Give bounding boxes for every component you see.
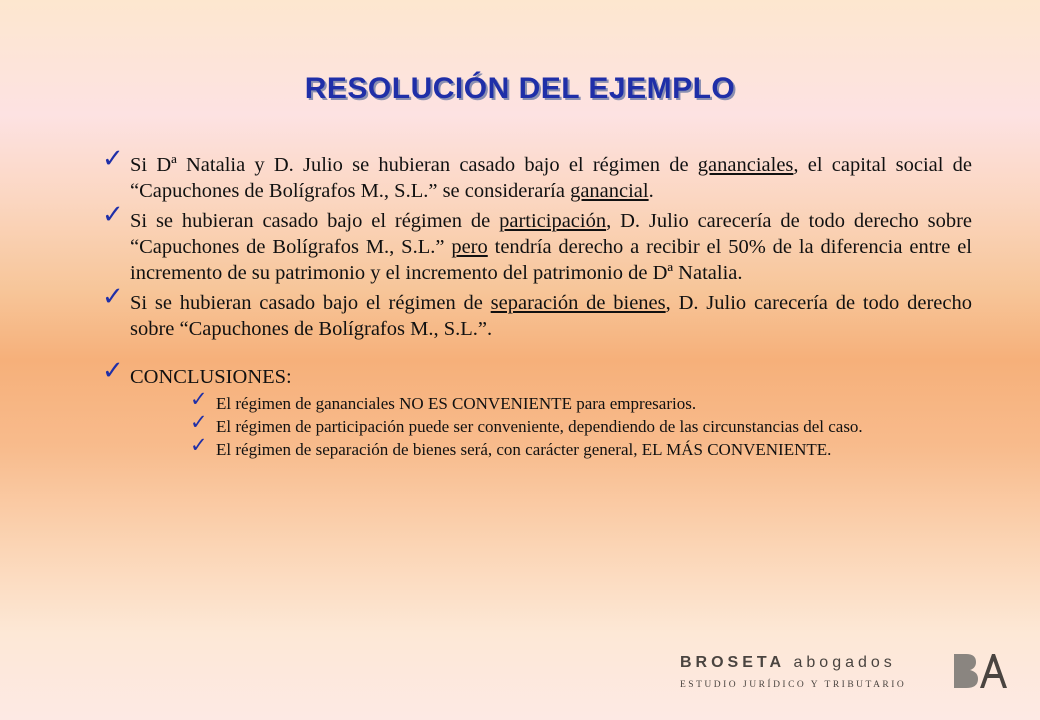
slide-title: RESOLUCIÓN DEL EJEMPLO xyxy=(304,72,736,105)
bullet-text: tendría derecho a recibir el 50% de la diferencia entre el incremento de su patrimonio y el incremento del patrimonio de Dª Natalia. xyxy=(130,236,972,284)
conclusions-heading xyxy=(102,356,972,390)
bullet-text: , D. Julio carecería de todo derecho sobre “Capuchones de Bolígrafos M., S.L.”. xyxy=(130,292,972,340)
bullet-gananciales xyxy=(102,144,973,204)
logo-name xyxy=(680,654,896,672)
conclusion-item xyxy=(190,410,972,436)
checkmark-icon: ✓ xyxy=(190,387,208,411)
checkmark-icon: ✓ xyxy=(102,282,124,312)
checkmark-icon: ✓ xyxy=(190,410,208,434)
conclusion-item xyxy=(190,387,972,413)
bullet-text: , el capital social de “Capuchones de Bolígrafos M., S.L.” se consideraría xyxy=(130,154,973,202)
bullet-text: Si Dª Natalia y D. Julio se hubieran casado bajo el régimen de xyxy=(130,154,698,176)
bullet-text: Si se hubieran casado bajo el régimen de xyxy=(130,292,491,314)
bullet-text: . xyxy=(648,180,654,202)
bullet-separacion xyxy=(102,282,972,342)
underlined-term: separación de bienes xyxy=(490,292,666,314)
checkmark-icon: ✓ xyxy=(102,356,124,386)
ba-logo-mark-icon xyxy=(952,650,1010,690)
slide-content xyxy=(102,144,973,459)
underlined-term: participación xyxy=(499,210,607,232)
checkmark-icon: ✓ xyxy=(102,144,124,174)
underlined-term: pero xyxy=(451,236,488,258)
conclusions-label: CONCLUSIONES: xyxy=(130,366,292,388)
logo-name-bold: BROSETA xyxy=(680,654,786,671)
logo-subtitle: ESTUDIO JURÍDICO Y TRIBUTARIO xyxy=(680,680,907,690)
conclusion-text: El régimen de participación puede ser conveniente, dependiendo de las circunstancias del caso. xyxy=(216,417,863,436)
checkmark-icon: ✓ xyxy=(102,200,124,230)
underlined-term: gananciales xyxy=(697,154,794,176)
conclusion-text: El régimen de separación de bienes será, con carácter general, EL MÁS CONVENIENTE. xyxy=(216,440,832,459)
bullet-participacion xyxy=(102,200,973,286)
conclusion-item xyxy=(190,433,972,459)
logo-name-rest: abogados xyxy=(793,654,896,671)
bullet-text: , D. Julio carecería de todo derecho sobre “Capuchones de Bolígrafos M., S.L.” xyxy=(130,210,973,258)
bullet-text: Si se hubieran casado bajo el régimen de xyxy=(130,210,500,232)
underlined-term: ganancial xyxy=(570,180,649,202)
conclusion-text: El régimen de gananciales NO ES CONVENIENTE para empresarios. xyxy=(216,394,697,413)
broseta-logo xyxy=(680,650,1010,698)
checkmark-icon: ✓ xyxy=(190,433,208,457)
